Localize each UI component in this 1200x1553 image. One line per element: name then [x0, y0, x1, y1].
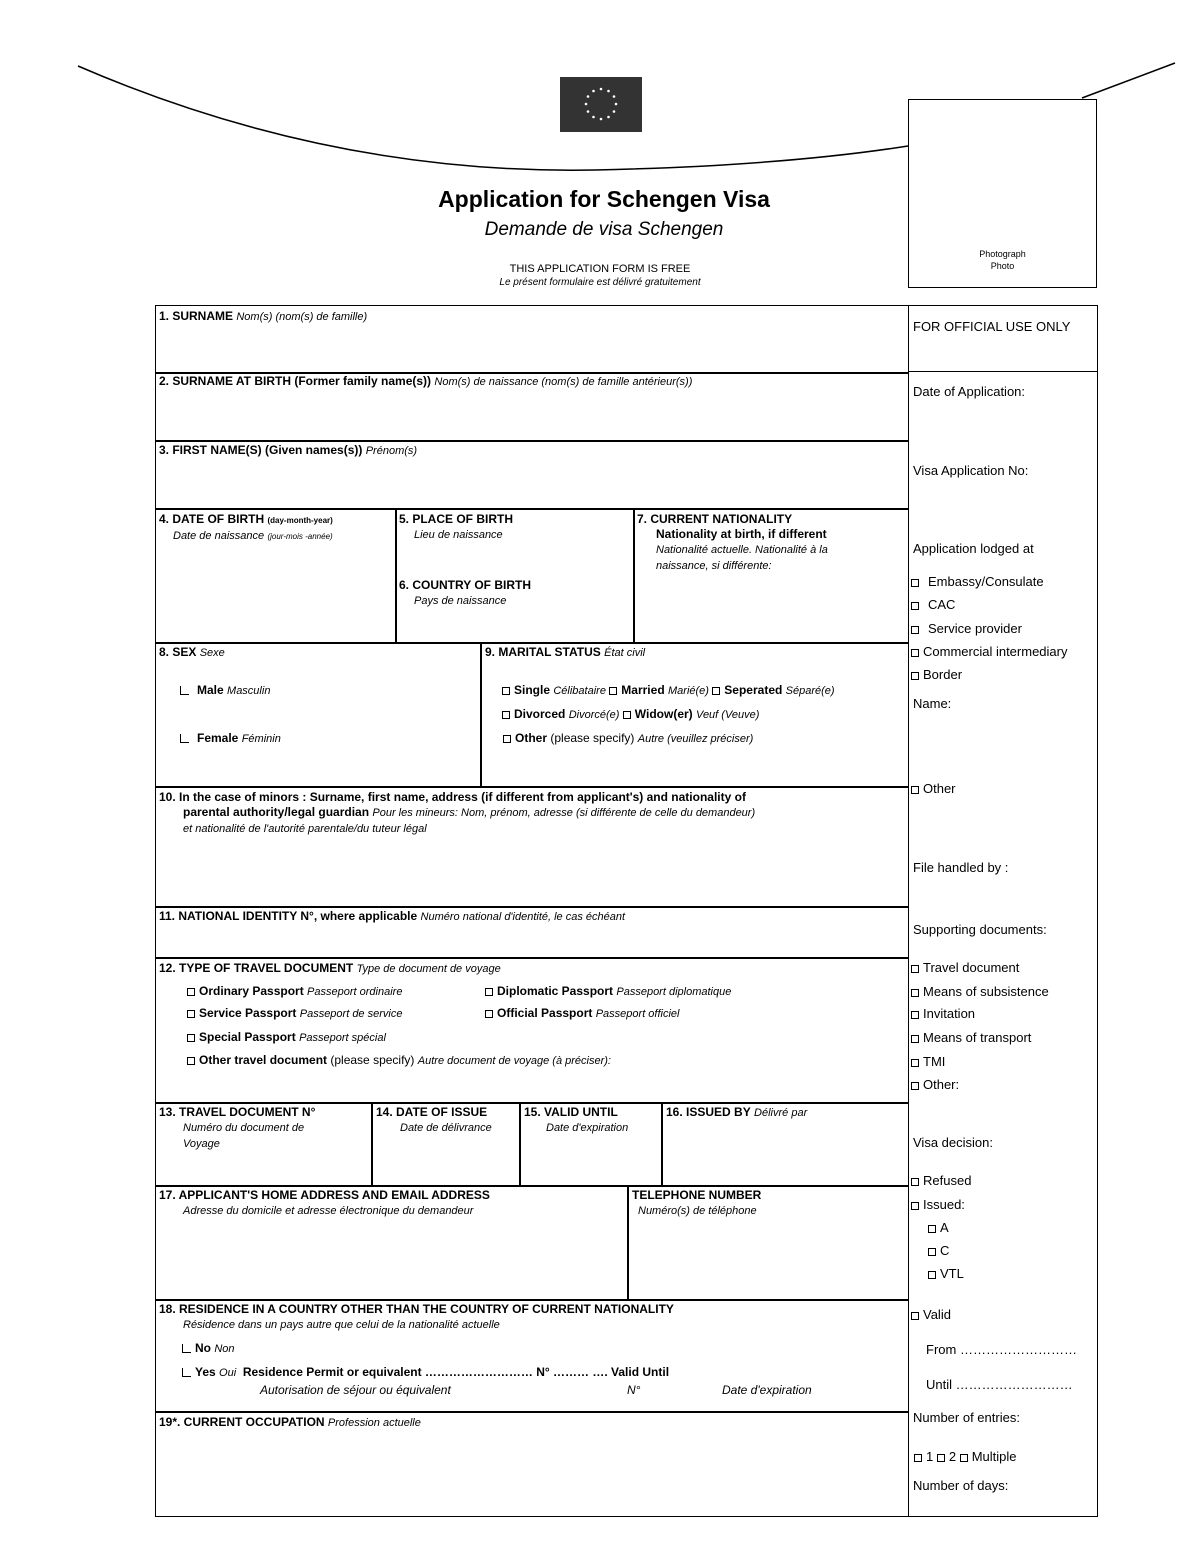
checkbox-icon[interactable] [928, 1248, 936, 1256]
col-divider [519, 1102, 521, 1185]
option-female[interactable] [180, 731, 281, 747]
label: Issued: [923, 1197, 965, 1212]
row-divider [155, 508, 909, 510]
label: 16. ISSUED BY [666, 1105, 751, 1119]
label-fr: Autre document de voyage (à préciser): [417, 1055, 611, 1067]
field-surname-at-birth[interactable] [159, 374, 692, 390]
field-country-of-birth[interactable] [399, 578, 531, 609]
checkbox-icon[interactable] [502, 687, 510, 695]
option-residence-no[interactable] [182, 1341, 235, 1357]
checkbox-icon[interactable] [911, 1082, 919, 1090]
label: Widow(er) [634, 707, 693, 721]
checkbox-icon[interactable] [911, 579, 919, 587]
row-divider [155, 906, 909, 908]
marital-row-1 [502, 683, 835, 699]
label: 19*. CURRENT OCCUPATION [159, 1415, 325, 1429]
checkbox-icon[interactable] [911, 649, 919, 657]
label-fr: Nom(s) de naissance (nom(s) de famille antérieur(s)) [434, 376, 693, 388]
label: Divorced [514, 707, 566, 721]
official-until[interactable]: Until ……………………… [926, 1377, 1073, 1392]
label: 17. APPLICANT'S HOME ADDRESS AND EMAIL ADDRESS [159, 1188, 490, 1202]
label: A [940, 1220, 949, 1235]
label: TELEPHONE NUMBER [632, 1188, 762, 1202]
label-fr: Profession actuelle [327, 1417, 421, 1429]
option-other-marital[interactable] [503, 731, 753, 747]
official-lodged-at: Application lodged at [913, 541, 1034, 556]
col-divider [633, 508, 635, 642]
label-fr: Numéro national d'identité, le cas échéant [420, 911, 626, 923]
label: Commercial intermediary [923, 644, 1068, 659]
official-entries: Number of entries: [913, 1410, 1020, 1425]
row-divider [155, 1411, 909, 1413]
official-divider [908, 371, 1098, 372]
checkbox-icon[interactable] [928, 1225, 936, 1233]
label: 10. In the case of minors : Surname, first name, address (if different from applicant's) and nationality of [159, 790, 746, 804]
checkbox-icon[interactable] [182, 1344, 191, 1353]
field-minors-guardian[interactable] [159, 790, 904, 837]
option-entries-2[interactable] [937, 1449, 956, 1464]
label: Means of subsistence [923, 984, 1049, 999]
label-fr: État civil [604, 647, 646, 659]
label: Other travel document [199, 1053, 328, 1067]
label: Female [197, 731, 239, 745]
checkbox-icon[interactable] [911, 989, 919, 997]
field-valid-until[interactable] [524, 1105, 628, 1136]
field-travel-doc-number[interactable] [159, 1105, 315, 1152]
label: 8. SEX [159, 645, 197, 659]
col-divider [395, 508, 397, 642]
official-entries-options [914, 1449, 1017, 1464]
label: Married [621, 683, 665, 697]
label-fr: Prénom(s) [365, 445, 418, 457]
field-home-address[interactable] [159, 1188, 490, 1219]
official-panel [908, 305, 1098, 1517]
label: VTL [940, 1266, 964, 1281]
checkbox-icon[interactable] [914, 1454, 922, 1462]
option-entries-multiple[interactable] [960, 1449, 1017, 1464]
label-fr: Pays de naissance [414, 595, 507, 607]
label: Service provider [928, 621, 1022, 636]
marital-row-2 [502, 707, 759, 723]
label: 3. FIRST NAME(S) (Given names(s)) [159, 443, 363, 457]
label: Special Passport [199, 1030, 296, 1044]
photo-label-fr: Photo [990, 261, 1015, 271]
field-surname[interactable] [159, 309, 367, 325]
label-2: (please specify) [330, 1053, 415, 1067]
page-subtitle: Demande de visa Schengen [484, 219, 724, 240]
field-national-id[interactable] [159, 909, 625, 925]
label: Embassy/Consulate [928, 574, 1044, 589]
option-widow[interactable] [623, 707, 760, 721]
label-fr: Divorcé(e) [568, 709, 620, 721]
field-issued-by[interactable] [666, 1105, 807, 1121]
official-invitation[interactable] [911, 1006, 975, 1021]
checkbox-icon[interactable] [609, 687, 617, 695]
label-2: parental authority/legal guardian [183, 805, 370, 819]
checkbox-icon[interactable] [911, 602, 919, 610]
official-cac[interactable] [911, 597, 955, 612]
field-marital-status [485, 645, 645, 661]
official-commercial[interactable] [911, 644, 1067, 659]
checkbox-icon[interactable] [911, 1011, 919, 1019]
label-fr: Passeport spécial [299, 1032, 386, 1044]
label-small: (day-month-year) [267, 516, 333, 525]
label: 2 [948, 1449, 957, 1464]
eu-flag-icon [560, 77, 642, 132]
label: Diplomatic Passport [497, 984, 614, 998]
label-fr: Date de naissance [173, 530, 265, 542]
official-service-provider[interactable] [911, 621, 1022, 636]
label: 12. TYPE OF TRAVEL DOCUMENT [159, 961, 354, 975]
checkbox-icon[interactable] [911, 626, 919, 634]
official-visa-app-no: Visa Application No: [913, 463, 1029, 478]
label-fr: Résidence dans un pays autre que celui de la nationalité actuelle [183, 1319, 500, 1331]
official-subsistence[interactable] [911, 984, 1049, 999]
label-2: Nationality at birth, if different [656, 527, 827, 541]
official-days: Number of days: [913, 1478, 1009, 1493]
field-occupation[interactable] [159, 1415, 421, 1431]
permit-label-fr: Autorisation de séjour ou équivalent [260, 1383, 451, 1397]
official-visa-a[interactable] [928, 1220, 949, 1235]
col-divider [371, 1102, 373, 1185]
label: Seperated [724, 683, 783, 697]
field-date-of-issue[interactable] [376, 1105, 492, 1136]
option-other-travel-doc[interactable] [187, 1053, 611, 1069]
option-entries-1[interactable] [914, 1449, 933, 1464]
checkbox-icon[interactable] [712, 687, 720, 695]
label: Multiple [971, 1449, 1017, 1464]
option-divorced[interactable] [502, 707, 619, 721]
label: CAC [928, 597, 956, 612]
checkbox-icon[interactable] [187, 1057, 195, 1065]
label: C [940, 1243, 950, 1258]
label: 18. RESIDENCE IN A COUNTRY OTHER THAN THE COUNTRY OF CURRENT NATIONALITY [159, 1302, 674, 1316]
option-married[interactable] [609, 683, 709, 697]
row-divider [155, 642, 909, 644]
label-fr: Veuf (Veuve) [696, 709, 760, 721]
label: Ordinary Passport [199, 984, 304, 998]
option-ordinary-passport[interactable] [187, 984, 402, 1000]
checkbox-icon[interactable] [502, 711, 510, 719]
label: Invitation [923, 1006, 976, 1021]
free-notice: THIS APPLICATION FORM IS FREE [509, 263, 691, 275]
label: Other: [923, 1077, 960, 1092]
field-travel-doc-type [159, 961, 501, 977]
field-current-nationality[interactable] [637, 512, 828, 574]
label: 1 [926, 1449, 934, 1464]
field-first-names[interactable] [159, 443, 417, 459]
checkbox-icon[interactable] [180, 686, 189, 695]
label-fr: Adresse du domicile et adresse électronique du demandeur [183, 1205, 474, 1217]
checkbox-icon[interactable] [911, 965, 919, 973]
row-divider [155, 440, 909, 442]
label: 5. PLACE OF BIRTH [399, 512, 514, 526]
label-fr: Séparé(e) [785, 685, 835, 697]
label-fr: Oui [219, 1367, 237, 1379]
option-service-passport[interactable] [187, 1006, 402, 1022]
label: Travel document [923, 960, 1020, 975]
official-visa-vtl[interactable] [928, 1266, 964, 1281]
label-fr: Pour les mineurs: Nom, prénom, adresse (si différente de celle du demandeur) [372, 807, 756, 819]
checkbox-icon[interactable] [911, 1178, 919, 1186]
official-visa-decision: Visa decision: [913, 1135, 993, 1150]
photo-box [908, 99, 1097, 288]
official-header: FOR OFFICIAL USE ONLY [913, 319, 1071, 334]
page-title: Application for Schengen Visa [438, 186, 770, 212]
row-divider [155, 1299, 909, 1301]
label-fr: Type de document de voyage [356, 963, 501, 975]
checkbox-icon[interactable] [182, 1368, 191, 1377]
checkbox-icon[interactable] [503, 735, 511, 743]
checkbox-icon[interactable] [187, 1034, 195, 1042]
label: 11. NATIONAL IDENTITY N°, where applicable [159, 909, 418, 923]
checkbox-icon[interactable] [485, 1010, 493, 1018]
label-fr: Passeport de service [299, 1008, 403, 1020]
label-fr: Date d'expiration [546, 1122, 629, 1134]
permit-no-fr: N° [627, 1383, 641, 1397]
option-male[interactable] [180, 683, 270, 699]
checkbox-icon[interactable] [485, 988, 493, 996]
label: Border [923, 667, 963, 682]
label: Other [515, 731, 548, 745]
label: 6. COUNTRY OF BIRTH [399, 578, 532, 592]
label-fr: Féminin [241, 733, 281, 745]
row-divider [155, 1185, 909, 1187]
label-fr: Numéro du document de [183, 1122, 305, 1134]
label-fr: Autre (veuillez préciser) [637, 733, 754, 745]
label-fr: Masculin [227, 685, 271, 697]
col-divider [627, 1185, 629, 1299]
label: Male [197, 683, 224, 697]
official-file-handled: File handled by : [913, 860, 1009, 875]
label: 15. VALID UNTIL [524, 1105, 618, 1119]
photo-label: Photograph [979, 249, 1026, 259]
label-fr: Passeport ordinaire [307, 986, 403, 998]
label-fr: Numéro(s) de téléphone [638, 1205, 757, 1217]
checkbox-icon[interactable] [911, 1312, 919, 1320]
label: 13. TRAVEL DOCUMENT N° [159, 1105, 316, 1119]
field-place-of-birth[interactable] [399, 512, 513, 543]
official-issued[interactable] [911, 1197, 965, 1212]
label: Means of transport [923, 1030, 1032, 1045]
option-diplomatic-passport[interactable] [485, 984, 731, 1000]
label: Service Passport [199, 1006, 297, 1020]
official-other-doc[interactable] [911, 1077, 959, 1092]
label: 9. MARITAL STATUS [485, 645, 601, 659]
option-residence-yes[interactable] [182, 1365, 669, 1381]
official-visa-c[interactable] [928, 1243, 949, 1258]
col-divider [661, 1102, 663, 1185]
label-fr: Lieu de naissance [414, 529, 503, 541]
label-fr-2: Voyage [183, 1138, 220, 1150]
checkbox-icon[interactable] [937, 1454, 945, 1462]
col-divider [480, 642, 482, 786]
free-notice-fr: Le présent formulaire est délivré gratuitement [499, 277, 701, 288]
official-travel-doc[interactable] [911, 960, 1019, 975]
permit-valid-fr: Date d'expiration [722, 1383, 812, 1397]
row-divider [155, 957, 909, 959]
label-fr-small: (jour-mois -année) [267, 532, 333, 541]
label-fr: Sexe [199, 647, 225, 659]
label: TMI [923, 1054, 946, 1069]
label: 7. CURRENT NATIONALITY [637, 512, 793, 526]
checkbox-icon[interactable] [911, 672, 919, 680]
official-embassy[interactable] [911, 574, 1044, 589]
field-residence [159, 1302, 674, 1333]
label: Yes [195, 1365, 216, 1379]
label-fr: Marié(e) [668, 685, 709, 697]
row-divider [155, 786, 909, 788]
field-telephone[interactable] [632, 1188, 761, 1219]
official-transport[interactable] [911, 1030, 1031, 1045]
row-divider [155, 1102, 909, 1104]
option-single[interactable] [502, 683, 606, 697]
checkbox-icon[interactable] [623, 711, 631, 719]
checkbox-icon[interactable] [911, 1035, 919, 1043]
label: Valid [923, 1307, 951, 1322]
label-fr-2: et nationalité de l'autorité parentale/du tuteur légal [183, 823, 427, 835]
checkbox-icon[interactable] [928, 1271, 936, 1279]
checkbox-icon[interactable] [187, 988, 195, 996]
label-fr: Non [214, 1343, 235, 1355]
label-fr: Passeport officiel [595, 1008, 680, 1020]
label: Single [514, 683, 551, 697]
option-official-passport[interactable] [485, 1006, 679, 1022]
checkbox-icon[interactable] [911, 786, 919, 794]
official-name: Name: [913, 696, 952, 711]
label: Other [923, 781, 956, 796]
label-fr: Nom(s) (nom(s) de famille) [236, 311, 368, 323]
label-fr: Passeport diplomatique [616, 986, 732, 998]
official-valid[interactable] [911, 1307, 951, 1322]
checkbox-icon[interactable] [187, 1010, 195, 1018]
checkbox-icon[interactable] [911, 1059, 919, 1067]
label: 1. SURNAME [159, 309, 234, 323]
checkbox-icon[interactable] [960, 1454, 968, 1462]
label-fr: Date de délivrance [400, 1122, 492, 1134]
label: Official Passport [497, 1006, 593, 1020]
label: 2. SURNAME AT BIRTH (Former family name(s)) [159, 374, 432, 388]
label-fr: Nationalité actuelle. Nationalité à la [656, 544, 828, 556]
label-2: (please specify) [550, 731, 635, 745]
official-refused[interactable] [911, 1173, 971, 1188]
official-border[interactable] [911, 667, 962, 682]
label-fr: Célibataire [553, 685, 606, 697]
official-supporting: Supporting documents: [913, 922, 1047, 937]
label-fr: Délivré par [754, 1107, 808, 1119]
permit-label: Residence Permit or equivalent ……………………… N° ……… …. Valid Until [242, 1365, 670, 1379]
official-other[interactable] [911, 781, 956, 796]
checkbox-icon[interactable] [180, 734, 189, 743]
option-separated[interactable] [712, 683, 834, 697]
official-tmi[interactable] [911, 1054, 945, 1069]
label: 4. DATE OF BIRTH [159, 512, 265, 526]
label-fr-2: naissance, si différente: [656, 560, 772, 572]
label: 14. DATE OF ISSUE [376, 1105, 488, 1119]
option-special-passport[interactable] [187, 1030, 386, 1046]
official-date-app: Date of Application: [913, 384, 1026, 399]
checkbox-icon[interactable] [911, 1202, 919, 1210]
official-from[interactable]: From ……………………… [926, 1342, 1077, 1357]
field-date-of-birth[interactable] [159, 512, 333, 544]
field-sex [159, 645, 225, 661]
label: No [195, 1341, 211, 1355]
label: Refused [923, 1173, 972, 1188]
